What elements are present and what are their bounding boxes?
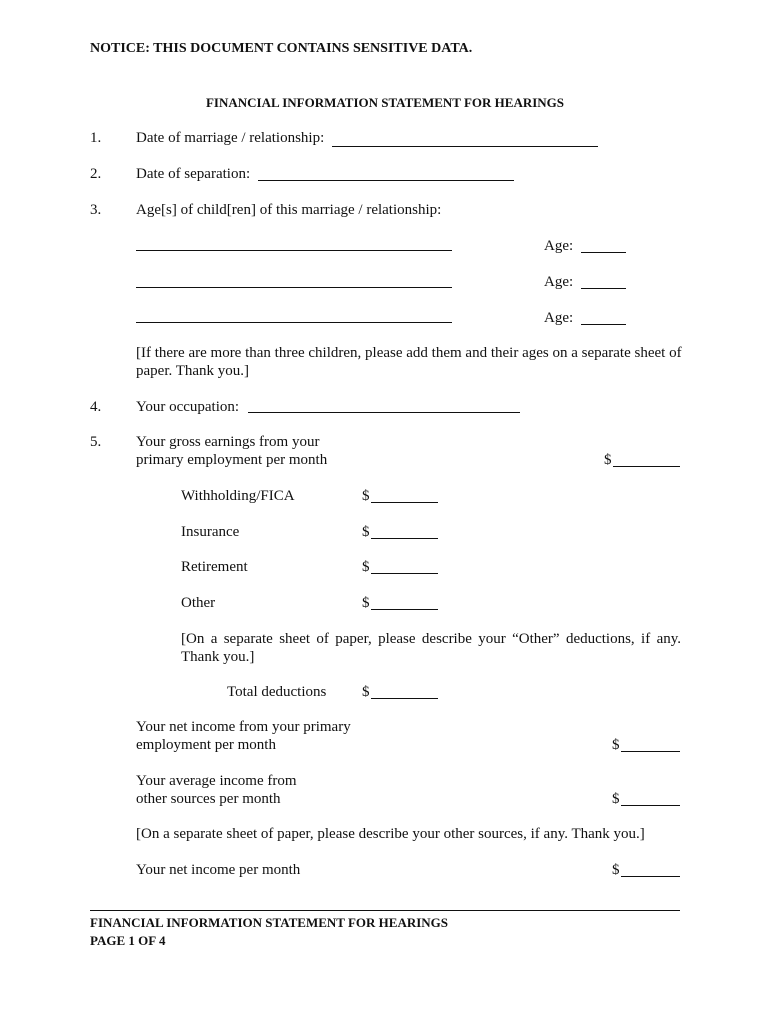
withholding-field[interactable] [371,502,438,503]
net-primary-label-line1: Your net income from your primary [136,719,351,735]
child-age-label-1: Age: [544,238,574,254]
form-title: FINANCIAL INFORMATION STATEMENT FOR HEARINGS [205,95,565,110]
gross-earnings-field[interactable] [613,466,680,467]
footer-title: FINANCIAL INFORMATION STATEMENT FOR HEARINGS [90,915,449,930]
insurance-label: Insurance [181,524,240,540]
retirement-field[interactable] [371,573,438,574]
child-name-field-2[interactable] [136,287,452,288]
withholding-label: Withholding/FICA [181,488,295,504]
item-number-3: 3. [90,202,102,218]
child-age-label-2: Age: [544,274,574,290]
net-primary-dollar-sign: $ [612,737,620,753]
net-income-label: Your net income per month [136,862,301,878]
total-deductions-field[interactable] [371,698,438,699]
separation-date-label: Date of separation: [136,166,251,182]
occupation-label: Your occupation: [136,399,240,415]
item-number-4: 4. [90,399,102,415]
item-number-1: 1. [90,130,102,146]
net-income-field[interactable] [621,876,680,877]
withholding-dollar-sign: $ [362,488,370,504]
other-sources-note: [On a separate sheet of paper, please describe your other sources, if any. Thank you.] [136,826,645,842]
total-deductions-label: Total deductions [227,684,327,700]
item-number-2: 2. [90,166,102,182]
net-primary-field[interactable] [621,751,680,752]
insurance-field[interactable] [371,538,438,539]
additional-children-note: [If there are more than three children, please add them and their ages on a separate sheet of paper. Thank you.] [136,345,682,379]
other-income-dollar-sign: $ [612,791,620,807]
child-age-field-1[interactable] [581,252,626,253]
other-income-label-line2: other sources per month [136,791,281,807]
child-age-label-3: Age: [544,310,574,326]
other-income-field[interactable] [621,805,680,806]
child-name-field-3[interactable] [136,322,452,323]
retirement-dollar-sign: $ [362,559,370,575]
footer-page-number: PAGE 1 OF 4 [90,933,166,948]
gross-earnings-label-line1: Your gross earnings from your [136,434,320,450]
separation-date-field[interactable] [258,180,514,181]
gross-earnings-label-line2: primary employment per month [136,452,328,468]
other-income-label-line1: Your average income from [136,773,297,789]
children-ages-label: Age[s] of child[ren] of this marriage / relationship: [136,202,442,218]
other-deduction-dollar-sign: $ [362,595,370,611]
net-income-dollar-sign: $ [612,862,620,878]
other-deductions-note: [On a separate sheet of paper, please describe your “Other” deductions, if any. Thank you.] [181,631,681,665]
marriage-date-label: Date of marriage / relationship: [136,130,325,146]
net-primary-label-line2: employment per month [136,737,276,753]
gross-earnings-dollar-sign: $ [604,452,612,468]
item-number-5: 5. [90,434,102,450]
child-age-field-2[interactable] [581,288,626,289]
occupation-field[interactable] [248,412,520,413]
insurance-dollar-sign: $ [362,524,370,540]
sensitive-data-notice: NOTICE: THIS DOCUMENT CONTAINS SENSITIVE DATA. [90,41,473,56]
child-age-field-3[interactable] [581,324,626,325]
retirement-label: Retirement [181,559,248,575]
total-deductions-dollar-sign: $ [362,684,370,700]
other-deduction-field[interactable] [371,609,438,610]
child-name-field-1[interactable] [136,250,452,251]
footer-divider [90,910,680,911]
marriage-date-field[interactable] [332,146,598,147]
other-deduction-label: Other [181,595,216,611]
